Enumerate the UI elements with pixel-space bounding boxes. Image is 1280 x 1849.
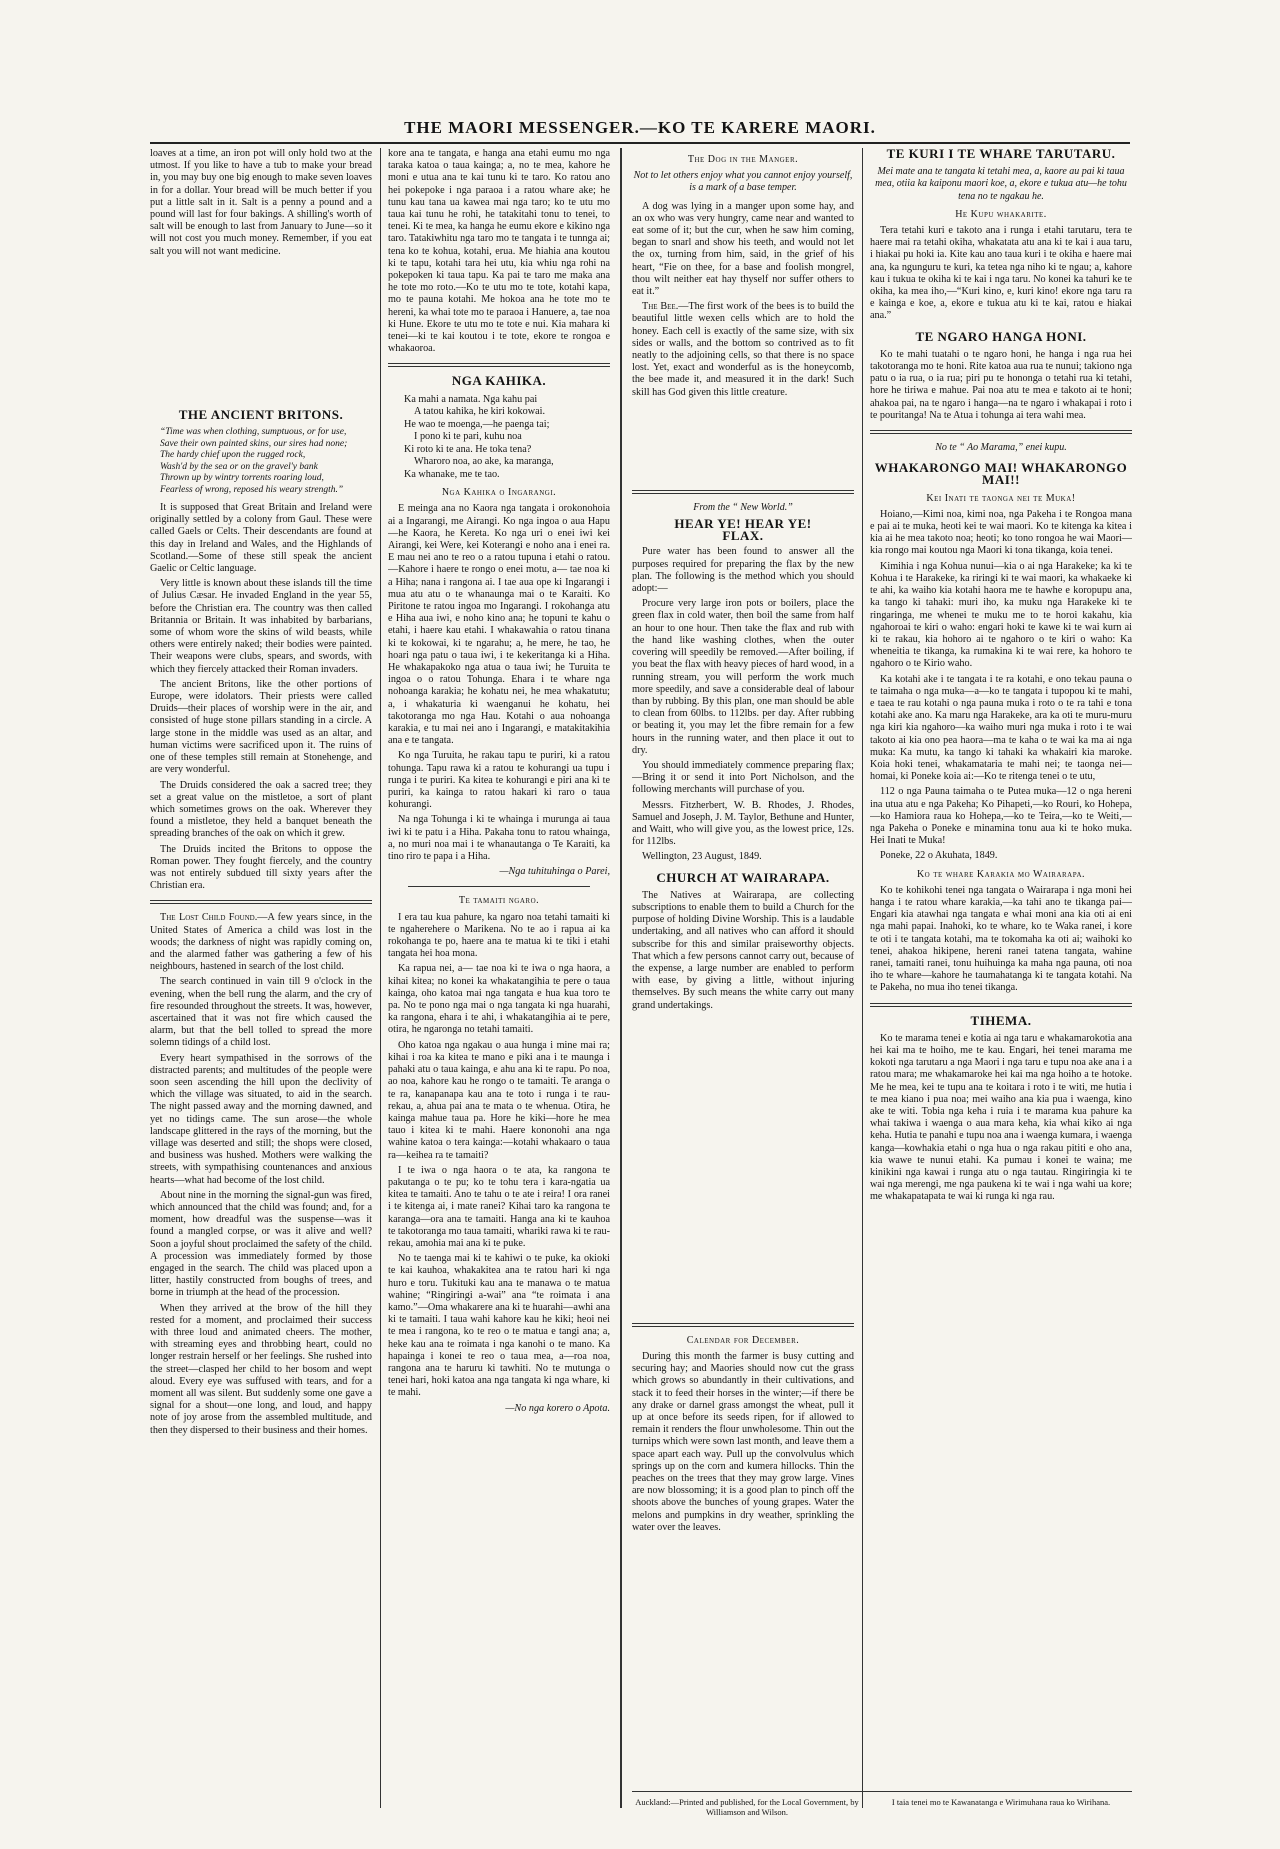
dateline: Poneke, 22 o Akuhata, 1849. xyxy=(880,850,998,862)
article-paragraph: Na nga Tohunga i ki te whainga i murunga ai taua iwi ki te patu i a Hiha. Pakaha tonu to ratou whainga, a, no muri noa mai i te whanautanga o Te Karaiti, ka tino riro te papa i a Hiha. xyxy=(388,814,610,863)
article-paragraph: Ko te marama tenei e kotia ai nga taru e whakamarokotia ana hei kai ma te hoiho, me te kau. Engari, hei tenei marama me kokoti nga tarutaru a nga Maori i nga taru e tupu noa ake ana i a ratou mara; me whakamaroke hei kai ma nga hoiho a te hotoke. Me he mea, kei te tupu ana te koitara i roto i te witi, me hutia i te mea kiano i pua noa; mei waiho ana kia pua i waenga, kino ake te witi. Tobia nga keha i ruia i te marama kua pahure ka whai takiwa i waenga o aua mara keha, kia whai kiko ai nga keha. Hutia te panahi e tupu noa ana i waenga kumara, i waenga kanga—kowhakia etahi o nga hua o nga rakau pititi e oho ana, kia wawe te nunui etahi. Ka pumau i konei te waina; me kinikini nga kawai i runga atu o nga tautau. Ringiringia ki te wai nga merengi, me nga paukena ki te wai i nga wahi ua kore; me whakapatapata te wai ki runga ki nga rau. xyxy=(870,1032,1132,1203)
spacer xyxy=(632,1015,854,1315)
article-paragraph: Ko te mahi tuatahi o te ngaro honi, he hanga i nga rua hei takotoranga mo te honi. Rite katoa aua rua te nunui; takiono nga patu o ia rua, o ia rua; piri pu te hononga o tetahi rua ki tetahi, hore he tiriwa e mahue. Pai noa atu te mea e takoto ai te honi; ahakoa pai, na te ngaro i hanga—na te ngaro i whakapai i roto i te pouritanga! Na te Atua i tohunga ai tera wahi mea. xyxy=(870,348,1132,421)
article-title: TE NGARO HANGA HONI. xyxy=(915,328,1087,344)
verse-line: He wao te moenga,—he paenga tai; xyxy=(404,418,550,430)
paragraph-text: —A few years since, in the United States of America a child was lost in the woods; the darkness of night was rapidly coming on, and the alarmed father was gathering a few of his neighbours, hastened in search of the lost child. xyxy=(150,912,372,973)
motto: Mei mate ana te tangata ki tetahi mea, a, kaore au pai ki taua mea, otiia ka kaiponu maori koe, a, ekore e tukua atu—he tohu tena no te ngakau he. xyxy=(875,166,1127,202)
verse-line: Wharoro noa, ao ake, ka maranga, xyxy=(414,456,554,468)
poem xyxy=(160,427,372,496)
article-paragraph: You should immediately commence preparing flax;—Bring it or send it into Port Nicholson, and the following merchants will purchase of you. xyxy=(632,759,854,796)
article-paragraph: It is supposed that Great Britain and Ireland were originally settled by a colony from Gaul. These were called Gaels or Celts. Their descendants are found at this day in Ireland and Wales, and the Highlands of Scotland.—Some of these still speak the ancient Gaelic or Celtic language. xyxy=(150,502,372,575)
column-rule xyxy=(380,148,381,1808)
column-3 xyxy=(632,148,854,1537)
article-paragraph: I era tau kua pahure, ka ngaro noa tetahi tamaiti ki te ngaherehere o Marikena. No te ao i rapua ai ka rokohanga te po, haere ana te matua ki te tiki i etahi tangata hei hoa mona. xyxy=(388,911,610,960)
article-paragraph: Messrs. Fitzherbert, W. B. Rhodes, J. Rhodes, Samuel and Joseph, J. M. Taylor, Bethune and Hunter, and Waitt, who will give you, as the lowest price, 12s. for 112lbs. xyxy=(632,799,854,848)
column-2 xyxy=(388,148,610,1421)
section-heading: He Kupu whakarite. xyxy=(955,208,1047,220)
poem-line: The hardy chief upon the rugged rock, xyxy=(160,450,306,461)
section-heading: Kei Inati te taonga nei te Muka! xyxy=(926,492,1076,504)
dateline: Wellington, 23 August, 1849. xyxy=(642,851,762,863)
article-paragraph: During this month the farmer is busy cutting and securing hay; and Maories should now cut the grass which grows so abundantly in their cultivations, and stack it to feed their horses in the winter;—if there be any drake or darnel grass amongst the wheat, pull it up at once before its seeds ripen, for if allowed to remain it renders the flour unwholesome. Thin out the turnips which were sown last month, and leave them a space apart each way. Pull up the convolvulus which springs up on the corn and kumera hillocks. Thin the peaches on the trees that they may grow large. Vines are now blossoming; it is a good plan to pinch off the shoots above the bunches of young grapes. Water the melons and pumpkins in dry weather, sprinkling the water over the leaves. xyxy=(632,1350,854,1533)
article-title: TE KURI I TE WHARE TARUTARU. xyxy=(886,148,1116,161)
article-paragraph: E meinga ana no Kaora nga tangata i orokonohoia ai a Ingarangi, me Airangi. Ko nga ingoa o aua Hapu—he Kaora, he Kereta. Ko nga uri o enei iwi kei Airangi, kei Were, kei Koterangi e noho ana i enei ra. E mau nei ano te reo o a ratou tupuna i etahi o ratou.—Kahore i haere te rongo o enei motu, a— tae noa ki a Hiha; nana i rangona ai. I tae aua ope ki Ingarangi i mua atu atu o te whanaunga mai o te Karaiti. Ko Piritone te ratou ingoa mo Ingarangi. I rokohanga atu e Hiha aua iwi, e noho kino ana; he topuni te kahu o etahi, i haere kau etahi. I whakawahia o ratou tinana ki te kokowai, ki te ngarahu; a, he mere, he tao, he hoari nga patu o taua iwi, i te kekeritanga ki a Hiha. He whakapakoko nga atua o taua iwi; he Turuita te ingoa o o ratou Tohunga. Ehara i te whare nga nohoanga karakia; he kohatu nei, he mea whakatutu; a, i whakaturia ki waenganui he kohatu, hei takotoranga mo nga Hau. Kotahi o aua nohoanga karakia, e tu mai nei ano i Ingarangi, e matakitakihia ana e te tangata. xyxy=(388,503,610,747)
poem-line: Wash'd by the sea or on the gravel'y bank xyxy=(160,461,318,472)
article-paragraph: Ka rapua nei, a— tae noa ki te iwa o nga haora, a kihai kitea; no konei ka whakatangihia te pere o taua kainga, oho katoa mai nga tangata e hua kua toro te pa. No te pono nga mai o nga tangata ki nga huarahi, ka rangona, ehara i te ahi, i whakatangihia ai te pere, otira, he ngaronga no tetahi tamaiti. xyxy=(388,963,610,1036)
spacer xyxy=(632,402,854,482)
poem-line: Fearless of wrong, reposed his weary strength.” xyxy=(160,484,344,495)
verse-line: Ki roto ki te ana. He toka tena? xyxy=(404,443,532,455)
article-paragraph: Very little is known about these islands till the time of Julius Cæsar. He invaded England in the year 55, before the Christian era. The country was then called Britannia or Britain. It was inhabited by barbarians, some of whom wore the skins of wild beasts, while others were entirely naked; their bodies were painted. Their weapons were clubs, spears, and swords, with which they fiercely attacked their Roman invaders. xyxy=(150,578,372,675)
verse-line: I pono ki te pari, kuhu noa xyxy=(414,431,522,443)
article-paragraph: Ko te kohikohi tenei nga tangata o Wairarapa i nga moni hei hanga i te ratou whare karakia,—ka tahi ano te tikanga pai—Engari kia atawhai nga tangata e whai moni ana kia oti ai eni nga mahi papai. Inahoki, ko te whare, ko te Waka ranei, i kore te oti i te tangata kotahi, ma te tokomaha ka oti ai; waihoki ko tenei, ahakoa hikipene, hereni ranei tatena tangata, wahine ranei, tamaiti ranei, tonu huihuinga ka maha nga pauna, oti noa iho te whare—kahore he taumahatanga ki te tangata kotahi. Na te Pakeha, no mua iho tenei tikanga. xyxy=(870,884,1132,994)
column-rule xyxy=(620,148,622,1808)
article-title: THE ANCIENT BRITONS. xyxy=(178,406,344,422)
verse-line: Ka whanake, me te tao. xyxy=(404,468,500,480)
footer-rule xyxy=(632,1791,1132,1792)
run-in-head: The Bee. xyxy=(642,301,679,313)
section-rule xyxy=(870,430,1132,434)
section-rule xyxy=(388,363,610,367)
verse-line: Ka mahi a namata. Nga kahu pai xyxy=(404,393,538,405)
article-title: NGA KAHIKA. xyxy=(451,373,547,389)
column-4 xyxy=(870,148,1132,1207)
article-paragraph: The Druids considered the oak a sacred tree; they set a great value on the mistletoe, a sort of plant which sometimes grows on the oak. Wherever they found a mistletoe, they held a banquet beneath the spreading branches of the oak on which it grew. xyxy=(150,779,372,840)
article-paragraph: Hoiano,—Kimi noa, kimi noa, nga Pakeha i te Rongoa mana e pai ai te muka, heoti kei te wai maori. Ko te kitenga ka kitea i kia ai he mea takoto noa; heoti; ko tono rongoa he wai Maori—kia rongo mai koutou nga Maori ki tona tikanga, koia tenei. xyxy=(870,508,1132,557)
printer-imprint: Auckland:—Printed and published, for the Local Government, by Williamson and Wilson. xyxy=(635,1797,859,1817)
section-rule xyxy=(150,900,372,904)
article-paragraph: I te iwa o nga haora o te ata, ka rangona te pakutanga o te pu; ko te tohu tera i kara-ngatia ua kitea te tamaiti. Ano te tahu o te ate i reira! I ora ranei i te kitenga ai, i mate ranei? Kihai taro ka rangona te karanga—ora ana te tamaiti. Hanga ana ki te kauhoa te takotoranga mo taua tamaiti, whariki rawa ki te rau-rekau, amohia mai ana ki te puke. xyxy=(388,1164,610,1249)
article-title: TIHEMA. xyxy=(970,1012,1032,1028)
article-title: WHAKARONGO MAI! WHAKARONGO MAI!! xyxy=(874,460,1128,488)
article-title: CHURCH AT WAIRARAPA. xyxy=(656,869,830,885)
article-paragraph: When they arrived at the brow of the hill they rested for a moment, and proclaimed their success with three loud and animated cheers. The mother, with streaming eyes and throbbing heart, could no longer restrain herself or her feelings. She rushed into the street—clasped her child to her bosom and wept aloud. Every eye was suffused with tears, and for a moment all was silent. But suddenly some one gave a signal for a shout—one long, and loud, and happy note of joy arose from the assembled multitude, and then they dispersed to their business and their homes. xyxy=(150,1302,372,1436)
source-line: No te “ Ao Marama,” enei kupu. xyxy=(935,442,1067,454)
source-line: From the “ New World.” xyxy=(693,501,793,513)
motto: Not to let others enjoy what you cannot enjoy yourself, is a mark of a base temper. xyxy=(633,170,853,194)
article-paragraph: kore ana te tangata, e hanga ana etahi eumu mo nga taraka katoa o taua kainga; a, no te mea, kahore he moni e utua ana te kai tunu ki te taro. Ko ratou ano hei pokepoke i nga paraoa i a ratou whare ake; he tunu kau tana ua kawea mai nga taro; ko te utu mo taua kai tunu he rohi, he tatakitahi tonu to tenei, to tenei. Ki te mea, ka hanga he eumu ekore e kikino nga taro. Tatakiwhitu nga taro mo te tangata i te tunnga ai; tena ko te kohua, kotahi, erua. Me hiahia ana koutou ki te tapu, kotahi tara hei utu, kia whiu nga rohi na pokepoken ki taua tapu. Ka pai te taro me maka ana he tote mo roto.—Ko te utu mo te tote, kotahi kapa, mo te pauna kotahi. Me hokoa ana he tote mo te hereni, ka whai tote mo te paraoa i Hanuere, a, tae noa ki Hune. Ekore te utu mo te tote e nui. Kia mahara ki tenei—ki te kai koutou i te tote, ekore te rongoa e whakaoroa. xyxy=(388,148,610,355)
poem-line: “Time was when clothing, sumptuous, or for use, xyxy=(160,427,347,438)
masthead-rule xyxy=(150,142,1130,144)
section-heading: Ko te whare Karakia mo Wairarapa. xyxy=(916,868,1086,880)
poem-line: Thrown up by wintry torrents roaring loud, xyxy=(160,473,324,484)
section-heading: Te tamaiti ngaro. xyxy=(458,895,540,907)
article-paragraph: The ancient Britons, like the other portions of Europe, were idolators. Their priests were called Druids—their places of worship were in the air, and consisted of huge stone pillars standing in a circle. A large stone in the middle was used as an altar, and human victims were sacrificed upon it. The ruins of one of these temples still remain at Stonehenge, and are very wonderful. xyxy=(150,678,372,776)
section-rule xyxy=(632,490,854,494)
article-title: HEAR YE! HEAR YE! xyxy=(674,516,812,532)
masthead-title: THE MAORI MESSENGER.—KO TE KARERE MAORI. xyxy=(404,118,876,137)
article-paragraph xyxy=(632,301,854,399)
run-in-head: The Lost Child Found. xyxy=(160,912,258,924)
article-title: FLAX. xyxy=(722,528,764,544)
article-paragraph: Ka kotahi ake i te tangata i te ra kotahi, e ono tekau pauna o te taimaha o nga muka—a—ko te tangata i tupopou ki te mahi, e taea te rau kotahi o nga pauna muka i roto o te ra tahi e tona kotahi ake ano. Ka maru nga Harakeke, ara ka oti te muru-muru nga kiri kia ngahoro—ka waiho muri nga muka i roto i te wai takoto ai kia ono pea haora—ma te kaha o te wai ka ma ai nga muka: Ka mutu, ka tango ki tahaki ka whakairi kia maroke. Koia hoki tenei, whakamataria te mahi nei; te taonga nei—homai, ki Poneke koia ai:—Ko te ritenga tenei o te utu, xyxy=(870,673,1132,783)
spacer xyxy=(150,261,372,401)
section-rule xyxy=(870,1003,1132,1007)
section-heading: The Dog in the Manger. xyxy=(687,154,799,165)
signature: —Nga tuhituhinga o Parei, xyxy=(499,866,610,878)
article-paragraph: 112 o nga Pauna taimaha o te Putea muka—12 o nga hereni ina utua atu e nga Pakeha; Ko Pihapeti,—ko Rouri, ko Hohepa,—ko Hamiora raua ko Hohepa,—ko te Teira,—ko te Weiti,—nga Pakeha o Poneke e minamina tonu aua ki te hoko muka. Hei Inati te Muka! xyxy=(870,786,1132,847)
paragraph-text: —The first work of the bees is to build the beautiful little wexen cells which are to hold the honey. Each cell is exactly of the same size, with six sides or walls, and the bottom so contrived as to fit neatly to the adjoining cells, so that there is no space lost. Yet, exact and wonderful as is the honeycomb, the bee made it, and measured it in the dark! Such skill has God given this little creature. xyxy=(632,301,854,398)
section-heading: Calendar for December. xyxy=(686,1334,800,1346)
article-paragraph xyxy=(150,912,372,973)
article-paragraph: The Druids incited the Britons to oppose the Roman power. They fought fiercely, and the country was not entirely subdued till sixty years after the Christian era. xyxy=(150,843,372,892)
article-paragraph: Kimihia i nga Kohua nunui—kia o ai nga Harakeke; ka ki te Kohua i te Harakeke, ka riringi ki te wai maori, ka whakaeke ki te ahi, ka waiho kia kotahi haora me te hawhe e koropupu ana, ka tango ki tahaki: muri iho, ka muku nga Harakeke ki te ringaringa, me whenei te muku me to te horoi kakahu, kia ngahoroai te kiri o waho: engari hoki te kawe ki te wai kurn ai ki te rakau, kia hohoro ai te ngahoro o te kiri o waho: Ka wheneitia te tikanga, ka rumakina ki te wai rere, ka hohoro te ngahoro o te Kirio waho. xyxy=(870,560,1132,670)
verse xyxy=(404,394,610,482)
article-paragraph: Tera tetahi kuri e takoto ana i runga i etahi tarutaru, tera te haere mai ra tetahi okiha, whakatata atu ana ki te kai i aua taru, i hiakai pu hoki ia. Kite kau ano taua kuri i te okiha e haere mai ana, ka ngunguru te kuri, ka tetea nga niho ki te ngau; a, kahore kau i tukua te okiha ki te kai i nga taru. No konei ka tahuri ke te okiha, ka mea iho,—“Kuri kino, e, kuri kino! ekore nga taru ra e kainga e koe, a, ekore e tukua atu ki te kai, ratou e hiakai ana.” xyxy=(870,225,1132,322)
article-paragraph: Procure very large iron pots or boilers, place the green flax in cold water, then boil the same from half an hour to one hour. Then take the flax and rub with the hand like washing clothes, when the outer covering will speedily be removed.—After boiling, if you beat the flax with heavy pieces of hard wood, in a running stream, you will perform the work much more speedily, and save a considerable deal of labour than by rubbing. By this plan, one man should be able to clean from 60lbs. to 112lbs. per day. After rubbing or beating it, you may let the fibre remain for a few hours in the running water, and then place it out to dry. xyxy=(632,598,854,756)
article-paragraph: The Natives at Wairarapa, are collecting subscriptions to enable them to build a Church for the purpose of holding Divine Worship. This is a laudable undertaking, and all natives who can afford it should subscribe for this and similar praiseworthy objects. That which a few persons cannot carry out, because of the expense, a large number are enabled to perform with ease, by giving a little, without injuring themselves. By such means the white carry out many grand undertakings. xyxy=(632,889,854,1011)
article-paragraph: Every heart sympathised in the sorrows of the distracted parents; and multitudes of the people were soon seen ascending the hill upon the declivity of which the village was situated, to aid in the search. The night passed away and the morning dawned, and yet no tidings came. The sun arose—the whole landscape glittered in the rays of the morning, but the village was deserted and still; the shops were closed, and business was hushed. Mothers were walking the streets, with sympathising countenances and anxious hearts—what had become of the lost child. xyxy=(150,1052,372,1186)
article-paragraph: A dog was lying in a manger upon some hay, and an ox who was very hungry, came near and wanted to eat some of it; but the cur, when he saw him coming, began to snarl and show his teeth, and would not let the ox, turning from him, said, in the grief of his heart, “Fie on thee, for a base and foolish mongrel, thou wilt neither eat hay thyself nor suffer others to eat it.” xyxy=(632,200,854,298)
verse-line: A tatou kahika, he kiri kokowai. xyxy=(414,406,545,418)
column-rule xyxy=(862,148,863,1808)
poem-line: Save their own painted skins, our sires had none; xyxy=(160,438,348,449)
article-paragraph: The search continued in vain till 9 o'clock in the evening, when the bell rung the alarm, and the cry of fire resounded throughout the streets. It was, however, ascertained that it was not fire which caused the alarm, but that the bell tolled to spread the more solemn tidings of a child lost. xyxy=(150,976,372,1049)
article-paragraph: Pure water has been found to answer all the purposes required for preparing the flax by the new plan. The following is the method which you should adopt:— xyxy=(632,546,854,595)
article-paragraph: About nine in the morning the signal-gun was fired, which announced that the child was found; and, for a moment, how dreadful was the suspense—was it found a mangled corpse, or was it alive and well? Soon a joyful shout proclaimed the safety of the child. A procession was immediately formed by those engaged in the search. The child was placed upon a litter, hastily constructed from boughs of trees, and borne in triumph at the head of the procession. xyxy=(150,1189,372,1299)
salt-paragraph: loaves at a time, an iron pot will only hold two at the utmost. If you like to have a tub to make your bread in, you may buy one big enough to make seven loaves in for a dollar. Your bread will be much better if you put a little salt in it. Salt is a penny a pound and a pound will last for four bakings. A shilling's worth of salt will be enough to last from January to June—so it will not cost you much money. Remember, if you eat salt you will not want medicine. xyxy=(150,148,372,257)
article-paragraph: Ko nga Turuita, he rakau tapu te puriri, ki a ratou tohunga. Tapu rawa ki a ratou te kohurangi ua tupu i runga i te puriri. Ka kitea te kohurangi e piri ana ki te puriri, ka kainga to ratou hakari ki raro o taua kohurangi. xyxy=(388,750,610,811)
section-rule xyxy=(408,886,590,887)
column-1 xyxy=(150,148,372,1440)
article-paragraph: No te taenga mai ki te kahiwi o te puke, ka okioki te kai kauhoa, whakakitea ana te ratou hari ki nga huro e toru. Tukituki kau ana te manawa o te matua wahine; “Ringiringi a-wai” ana “te roimata i ana kamo.”—Oma whakarere ana ki te huarahi—awhi ana ki te tamaiti. I taua wahi kahore kau he kiki; heoi nei te mea i rangona, ko te reo o te matua e tangi ana; a, heke kau ana te roimata i nga kanohi o te mano. Ka hapainga i konei te reo o taua mea, a—roa noa, rangona ana te haruru ki tawhiti. No te mutunga o tenei hari, hoki katoa ana nga tangata ki nga whare, ki te mahi. xyxy=(388,1253,610,1399)
signature: —No nga korero o Apota. xyxy=(505,1402,610,1414)
section-heading: Nga Kahika o Ingarangi. xyxy=(441,487,557,499)
section-rule xyxy=(632,1323,854,1327)
printer-imprint-maori: I taia tenei mo te Kawanatanga e Wirimuhana raua ko Wirihana. xyxy=(891,1797,1111,1807)
article-paragraph: Oho katoa nga ngakau o aua hunga i mine mai ra; kihai i roa ka kitea te mano e piki ana i te maunga i pahaki atu o taua kainga, e ahu ana ki te rapu. Po noa, ao noa, kahore kau he rongo o te tamaiti. Te aranga o te ra, kanapanapa kau ana te toto i runga i te rau-rekau, a, ahua pai ana te mata o te whenua. Otira, he kainga mahue taua pa. Hore he kiki—hore he mea tauo i kitea ki te mahi. Haere kononohi ana nga wahine katoa o tera kainga:—kotahi whakaaro o taua ra—keihea ra te tamaiti? xyxy=(388,1039,610,1161)
